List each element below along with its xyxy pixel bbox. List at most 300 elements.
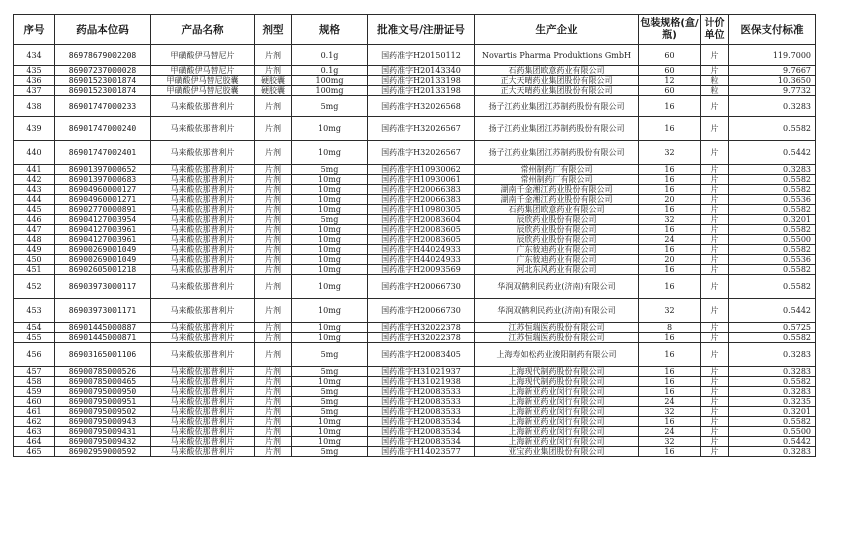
cell-code: 86902605001218 <box>55 265 151 275</box>
cell-spec: 10mg <box>292 185 368 195</box>
cell-spec: 10mg <box>292 265 368 275</box>
cell-product: 甲磺酸伊马替尼片 <box>151 66 255 76</box>
cell-form: 片剂 <box>255 437 292 447</box>
cell-product: 马来酸依那普利片 <box>151 275 255 299</box>
cell-code: 86900269001049 <box>55 255 151 265</box>
table-row <box>14 417 816 427</box>
cell-package: 16 <box>639 377 701 387</box>
cell-form: 片剂 <box>255 235 292 245</box>
cell-spec: 0.1g <box>292 66 368 76</box>
cell-spec: 10mg <box>292 299 368 323</box>
cell-seq: 440 <box>14 141 55 165</box>
cell-unit: 片 <box>701 185 729 195</box>
cell-unit: 片 <box>701 195 729 205</box>
cell-payment-standard: 0.5582 <box>729 275 816 299</box>
cell-package: 20 <box>639 195 701 205</box>
cell-product: 马来酸依那普利片 <box>151 397 255 407</box>
cell-manufacturer: 上海新亚药业闵行有限公司 <box>475 427 639 437</box>
cell-manufacturer: 石药集团欧意药业有限公司 <box>475 205 639 215</box>
cell-unit: 片 <box>701 215 729 225</box>
cell-approval: 国药准字H20083534 <box>368 437 475 447</box>
cell-spec: 10mg <box>292 417 368 427</box>
cell-product: 马来酸依那普利片 <box>151 387 255 397</box>
cell-seq: 448 <box>14 235 55 245</box>
cell-package: 60 <box>639 66 701 76</box>
cell-spec: 5mg <box>292 165 368 175</box>
cell-form: 片剂 <box>255 417 292 427</box>
cell-seq: 465 <box>14 447 55 457</box>
cell-code: 86900795009502 <box>55 407 151 417</box>
cell-manufacturer: 正大天晴药业集团股份有限公司 <box>475 86 639 96</box>
table-row <box>14 367 816 377</box>
cell-product: 马来酸依那普利片 <box>151 141 255 165</box>
cell-seq: 447 <box>14 225 55 235</box>
cell-unit: 片 <box>701 175 729 185</box>
cell-product: 马来酸依那普利片 <box>151 117 255 141</box>
cell-manufacturer: 华润双鹤利民药业(济南)有限公司 <box>475 299 639 323</box>
cell-seq: 439 <box>14 117 55 141</box>
cell-seq: 462 <box>14 417 55 427</box>
cell-code: 86901523001874 <box>55 76 151 86</box>
cell-approval: 国药准字H20083604 <box>368 215 475 225</box>
cell-unit: 片 <box>701 427 729 437</box>
cell-payment-standard: 0.5536 <box>729 255 816 265</box>
cell-code: 86900785000526 <box>55 367 151 377</box>
cell-form: 硬胶囊 <box>255 86 292 96</box>
cell-package: 60 <box>639 45 701 66</box>
table-row <box>14 175 816 185</box>
cell-payment-standard: 0.5582 <box>729 417 816 427</box>
cell-payment-standard: 0.5582 <box>729 245 816 255</box>
cell-product: 马来酸依那普利片 <box>151 205 255 215</box>
cell-spec: 10mg <box>292 377 368 387</box>
header-code: 药品本位码 <box>55 15 151 45</box>
table-row <box>14 225 816 235</box>
cell-spec: 5mg <box>292 367 368 377</box>
table-row <box>14 86 816 96</box>
table-row <box>14 275 816 299</box>
cell-manufacturer: 广东彼迪药业有限公司 <box>475 245 639 255</box>
cell-form: 片剂 <box>255 299 292 323</box>
cell-unit: 片 <box>701 66 729 76</box>
cell-product: 马来酸依那普利片 <box>151 377 255 387</box>
cell-code: 86901445000871 <box>55 333 151 343</box>
cell-form: 片剂 <box>255 117 292 141</box>
cell-spec: 10mg <box>292 255 368 265</box>
cell-payment-standard: 0.5582 <box>729 225 816 235</box>
header-manufacturer: 生产企业 <box>475 15 639 45</box>
cell-package: 16 <box>639 343 701 367</box>
cell-payment-standard: 0.3283 <box>729 387 816 397</box>
cell-unit: 片 <box>701 205 729 215</box>
cell-approval: 国药准字H44024933 <box>368 255 475 265</box>
cell-package: 16 <box>639 175 701 185</box>
cell-seq: 435 <box>14 66 55 76</box>
cell-manufacturer: 扬子江药业集团江苏制药股份有限公司 <box>475 96 639 117</box>
cell-code: 86900795000950 <box>55 387 151 397</box>
cell-code: 86907237000028 <box>55 66 151 76</box>
cell-product: 马来酸依那普利片 <box>151 235 255 245</box>
cell-approval: 国药准字H32026568 <box>368 96 475 117</box>
cell-spec: 5mg <box>292 387 368 397</box>
cell-unit: 片 <box>701 407 729 417</box>
cell-form: 片剂 <box>255 333 292 343</box>
cell-spec: 5mg <box>292 96 368 117</box>
cell-package: 16 <box>639 275 701 299</box>
table-row <box>14 323 816 333</box>
cell-seq: 453 <box>14 299 55 323</box>
cell-code: 86901523001874 <box>55 86 151 96</box>
cell-payment-standard: 0.5725 <box>729 323 816 333</box>
cell-seq: 436 <box>14 76 55 86</box>
cell-package: 32 <box>639 437 701 447</box>
cell-form: 片剂 <box>255 96 292 117</box>
cell-unit: 片 <box>701 275 729 299</box>
cell-form: 片剂 <box>255 367 292 377</box>
cell-code: 86904127003954 <box>55 215 151 225</box>
cell-seq: 444 <box>14 195 55 205</box>
cell-code: 86902959000592 <box>55 447 151 457</box>
cell-approval: 国药准字H20083405 <box>368 343 475 367</box>
cell-payment-standard: 0.5582 <box>729 185 816 195</box>
cell-manufacturer: 上海新亚药业闵行有限公司 <box>475 387 639 397</box>
cell-payment-standard: 119.7000 <box>729 45 816 66</box>
cell-product: 马来酸依那普利片 <box>151 407 255 417</box>
cell-approval: 国药准字H20083533 <box>368 397 475 407</box>
cell-spec: 10mg <box>292 245 368 255</box>
cell-payment-standard: 0.5582 <box>729 265 816 275</box>
cell-manufacturer: 辰欣药业股份有限公司 <box>475 235 639 245</box>
cell-unit: 片 <box>701 397 729 407</box>
cell-form: 硬胶囊 <box>255 76 292 86</box>
header-product: 产品名称 <box>151 15 255 45</box>
cell-unit: 片 <box>701 343 729 367</box>
cell-form: 片剂 <box>255 66 292 76</box>
table-row <box>14 437 816 447</box>
cell-form: 片剂 <box>255 195 292 205</box>
table-row <box>14 195 816 205</box>
cell-product: 马来酸依那普利片 <box>151 299 255 323</box>
cell-seq: 443 <box>14 185 55 195</box>
cell-approval: 国药准字H31021938 <box>368 377 475 387</box>
cell-form: 片剂 <box>255 141 292 165</box>
table-row <box>14 397 816 407</box>
cell-approval: 国药准字H20083534 <box>368 427 475 437</box>
cell-spec: 10mg <box>292 205 368 215</box>
table-row <box>14 45 816 66</box>
cell-code: 86904127003961 <box>55 225 151 235</box>
cell-approval: 国药准字H32022378 <box>368 323 475 333</box>
cell-manufacturer: Novartis Pharma Produktions GmbH <box>475 45 639 66</box>
cell-code: 86978679002208 <box>55 45 151 66</box>
cell-unit: 片 <box>701 141 729 165</box>
cell-approval: 国药准字H20066730 <box>368 275 475 299</box>
cell-unit: 片 <box>701 437 729 447</box>
table-row <box>14 447 816 457</box>
cell-unit: 粒 <box>701 86 729 96</box>
cell-seq: 452 <box>14 275 55 299</box>
cell-code: 86902770000891 <box>55 205 151 215</box>
cell-approval: 国药准字H10930062 <box>368 165 475 175</box>
cell-approval: 国药准字H44024933 <box>368 245 475 255</box>
cell-spec: 10mg <box>292 225 368 235</box>
cell-code: 86900795009432 <box>55 437 151 447</box>
table-row <box>14 117 816 141</box>
cell-form: 片剂 <box>255 45 292 66</box>
cell-form: 片剂 <box>255 185 292 195</box>
cell-approval: 国药准字H20150112 <box>368 45 475 66</box>
cell-unit: 片 <box>701 299 729 323</box>
cell-code: 86901747000233 <box>55 96 151 117</box>
cell-product: 马来酸依那普利片 <box>151 96 255 117</box>
cell-code: 86904960001271 <box>55 195 151 205</box>
table-row <box>14 343 816 367</box>
cell-manufacturer: 扬子江药业集团江苏制药股份有限公司 <box>475 117 639 141</box>
cell-package: 32 <box>639 141 701 165</box>
cell-approval: 国药准字H20083534 <box>368 417 475 427</box>
cell-approval: 国药准字H20066730 <box>368 299 475 323</box>
cell-code: 86900269001049 <box>55 245 151 255</box>
cell-payment-standard: 0.5582 <box>729 175 816 185</box>
cell-approval: 国药准字H20083605 <box>368 225 475 235</box>
cell-form: 片剂 <box>255 343 292 367</box>
cell-package: 20 <box>639 255 701 265</box>
cell-product: 马来酸依那普利片 <box>151 417 255 427</box>
cell-spec: 10mg <box>292 141 368 165</box>
table-row <box>14 387 816 397</box>
cell-spec: 0.1g <box>292 45 368 66</box>
cell-manufacturer: 上海新亚药业闵行有限公司 <box>475 437 639 447</box>
cell-payment-standard: 10.3650 <box>729 76 816 86</box>
cell-form: 片剂 <box>255 275 292 299</box>
cell-unit: 粒 <box>701 76 729 86</box>
cell-product: 马来酸依那普利片 <box>151 323 255 333</box>
table-row <box>14 205 816 215</box>
cell-product: 马来酸依那普利片 <box>151 255 255 265</box>
cell-spec: 10mg <box>292 175 368 185</box>
cell-seq: 434 <box>14 45 55 66</box>
cell-unit: 片 <box>701 245 729 255</box>
cell-spec: 10mg <box>292 333 368 343</box>
cell-form: 片剂 <box>255 407 292 417</box>
cell-manufacturer: 上海寿如松药业浚阳制药有限公司 <box>475 343 639 367</box>
cell-spec: 10mg <box>292 275 368 299</box>
cell-code: 86900795009431 <box>55 427 151 437</box>
cell-seq: 459 <box>14 387 55 397</box>
table-row <box>14 299 816 323</box>
cell-product: 马来酸依那普利片 <box>151 265 255 275</box>
cell-form: 片剂 <box>255 175 292 185</box>
cell-code: 86901397000683 <box>55 175 151 185</box>
cell-spec: 100mg <box>292 86 368 96</box>
table-row <box>14 255 816 265</box>
cell-payment-standard: 0.3201 <box>729 215 816 225</box>
cell-package: 16 <box>639 417 701 427</box>
cell-seq: 446 <box>14 215 55 225</box>
cell-form: 片剂 <box>255 245 292 255</box>
cell-form: 片剂 <box>255 427 292 437</box>
cell-seq: 455 <box>14 333 55 343</box>
cell-form: 片剂 <box>255 165 292 175</box>
cell-manufacturer: 江苏恒瑞医药股份有限公司 <box>475 323 639 333</box>
cell-package: 24 <box>639 427 701 437</box>
table-row <box>14 235 816 245</box>
table-row <box>14 407 816 417</box>
cell-manufacturer: 湖南千金湘江药业股份有限公司 <box>475 195 639 205</box>
cell-approval: 国药准字H31021937 <box>368 367 475 377</box>
cell-payment-standard: 9.7732 <box>729 86 816 96</box>
cell-form: 片剂 <box>255 205 292 215</box>
cell-spec: 5mg <box>292 215 368 225</box>
cell-form: 片剂 <box>255 225 292 235</box>
cell-manufacturer: 河北东风药业有限公司 <box>475 265 639 275</box>
cell-package: 32 <box>639 299 701 323</box>
cell-manufacturer: 亚宝药业集团股份有限公司 <box>475 447 639 457</box>
cell-package: 12 <box>639 76 701 86</box>
cell-seq: 457 <box>14 367 55 377</box>
cell-payment-standard: 0.5582 <box>729 205 816 215</box>
cell-unit: 片 <box>701 265 729 275</box>
cell-product: 甲磺酸伊马替尼胶囊 <box>151 86 255 96</box>
cell-payment-standard: 0.3235 <box>729 397 816 407</box>
cell-spec: 5mg <box>292 343 368 367</box>
cell-manufacturer: 上海新亚药业闵行有限公司 <box>475 417 639 427</box>
table-row <box>14 76 816 86</box>
cell-payment-standard: 0.5442 <box>729 299 816 323</box>
cell-approval: 国药准字H20083605 <box>368 235 475 245</box>
cell-unit: 片 <box>701 367 729 377</box>
cell-payment-standard: 0.5582 <box>729 377 816 387</box>
table-row <box>14 96 816 117</box>
cell-unit: 片 <box>701 225 729 235</box>
cell-product: 马来酸依那普利片 <box>151 175 255 185</box>
cell-product: 马来酸依那普利片 <box>151 437 255 447</box>
cell-code: 86900785000465 <box>55 377 151 387</box>
cell-seq: 437 <box>14 86 55 96</box>
cell-product: 马来酸依那普利片 <box>151 225 255 235</box>
cell-approval: 国药准字H20066383 <box>368 185 475 195</box>
cell-package: 16 <box>639 96 701 117</box>
cell-package: 32 <box>639 215 701 225</box>
header-package: 包装规格(盒/瓶) <box>639 15 701 45</box>
cell-package: 16 <box>639 225 701 235</box>
cell-spec: 10mg <box>292 323 368 333</box>
cell-unit: 片 <box>701 333 729 343</box>
cell-package: 16 <box>639 205 701 215</box>
cell-manufacturer: 湖南千金湘江药业股份有限公司 <box>475 185 639 195</box>
cell-approval: 国药准字H32026567 <box>368 141 475 165</box>
cell-manufacturer: 辰欣药业股份有限公司 <box>475 215 639 225</box>
cell-manufacturer: 上海新亚药业闵行有限公司 <box>475 397 639 407</box>
table-row <box>14 141 816 165</box>
cell-product: 马来酸依那普利片 <box>151 343 255 367</box>
cell-seq: 442 <box>14 175 55 185</box>
cell-package: 16 <box>639 185 701 195</box>
cell-seq: 456 <box>14 343 55 367</box>
cell-payment-standard: 0.3283 <box>729 367 816 377</box>
cell-unit: 片 <box>701 235 729 245</box>
cell-product: 马来酸依那普利片 <box>151 215 255 225</box>
header-seq: 序号 <box>14 15 55 45</box>
cell-form: 片剂 <box>255 447 292 457</box>
cell-manufacturer: 正大天晴药业集团股份有限公司 <box>475 76 639 86</box>
table-row <box>14 427 816 437</box>
table-row <box>14 66 816 76</box>
cell-spec: 10mg <box>292 235 368 245</box>
cell-spec: 5mg <box>292 447 368 457</box>
cell-code: 86904960000127 <box>55 185 151 195</box>
cell-seq: 464 <box>14 437 55 447</box>
cell-spec: 5mg <box>292 407 368 417</box>
cell-payment-standard: 9.7667 <box>729 66 816 76</box>
cell-spec: 10mg <box>292 117 368 141</box>
table-row <box>14 245 816 255</box>
cell-product: 马来酸依那普利片 <box>151 447 255 457</box>
cell-form: 片剂 <box>255 255 292 265</box>
cell-approval: 国药准字H20133198 <box>368 86 475 96</box>
cell-payment-standard: 0.3283 <box>729 343 816 367</box>
cell-unit: 片 <box>701 417 729 427</box>
cell-code: 86900795000943 <box>55 417 151 427</box>
cell-payment-standard: 0.3283 <box>729 96 816 117</box>
cell-approval: 国药准字H20093569 <box>368 265 475 275</box>
cell-code: 86903165001106 <box>55 343 151 367</box>
cell-approval: 国药准字H20133198 <box>368 76 475 86</box>
cell-seq: 463 <box>14 427 55 437</box>
cell-package: 16 <box>639 117 701 141</box>
cell-product: 马来酸依那普利片 <box>151 195 255 205</box>
cell-product: 马来酸依那普利片 <box>151 367 255 377</box>
cell-payment-standard: 0.3283 <box>729 447 816 457</box>
cell-package: 16 <box>639 265 701 275</box>
cell-payment-standard: 0.5442 <box>729 141 816 165</box>
cell-code: 86901397000652 <box>55 165 151 175</box>
cell-approval: 国药准字H20083533 <box>368 407 475 417</box>
cell-seq: 441 <box>14 165 55 175</box>
cell-manufacturer: 常州制药厂有限公司 <box>475 175 639 185</box>
cell-unit: 片 <box>701 377 729 387</box>
cell-form: 片剂 <box>255 377 292 387</box>
cell-manufacturer: 扬子江药业集团江苏制药股份有限公司 <box>475 141 639 165</box>
cell-seq: 449 <box>14 245 55 255</box>
cell-manufacturer: 江苏恒瑞医药股份有限公司 <box>475 333 639 343</box>
cell-product: 马来酸依那普利片 <box>151 333 255 343</box>
table-row <box>14 215 816 225</box>
cell-approval: 国药准字H14023577 <box>368 447 475 457</box>
cell-form: 片剂 <box>255 323 292 333</box>
cell-package: 24 <box>639 397 701 407</box>
cell-form: 片剂 <box>255 265 292 275</box>
cell-spec: 10mg <box>292 437 368 447</box>
cell-package: 24 <box>639 235 701 245</box>
cell-approval: 国药准字H10930061 <box>368 175 475 185</box>
cell-approval: 国药准字H20066383 <box>368 195 475 205</box>
header-form: 剂型 <box>255 15 292 45</box>
cell-spec: 10mg <box>292 427 368 437</box>
cell-product: 马来酸依那普利片 <box>151 427 255 437</box>
cell-manufacturer: 华润双鹤利民药业(济南)有限公司 <box>475 275 639 299</box>
header-approval: 批准文号/注册证号 <box>368 15 475 45</box>
header-payment-standard: 医保支付标准 <box>729 15 816 45</box>
cell-package: 32 <box>639 407 701 417</box>
cell-spec: 100mg <box>292 76 368 86</box>
cell-manufacturer: 常州制药厂有限公司 <box>475 165 639 175</box>
cell-payment-standard: 0.5500 <box>729 235 816 245</box>
cell-seq: 461 <box>14 407 55 417</box>
cell-payment-standard: 0.5536 <box>729 195 816 205</box>
cell-approval: 国药准字H20143340 <box>368 66 475 76</box>
cell-package: 16 <box>639 333 701 343</box>
